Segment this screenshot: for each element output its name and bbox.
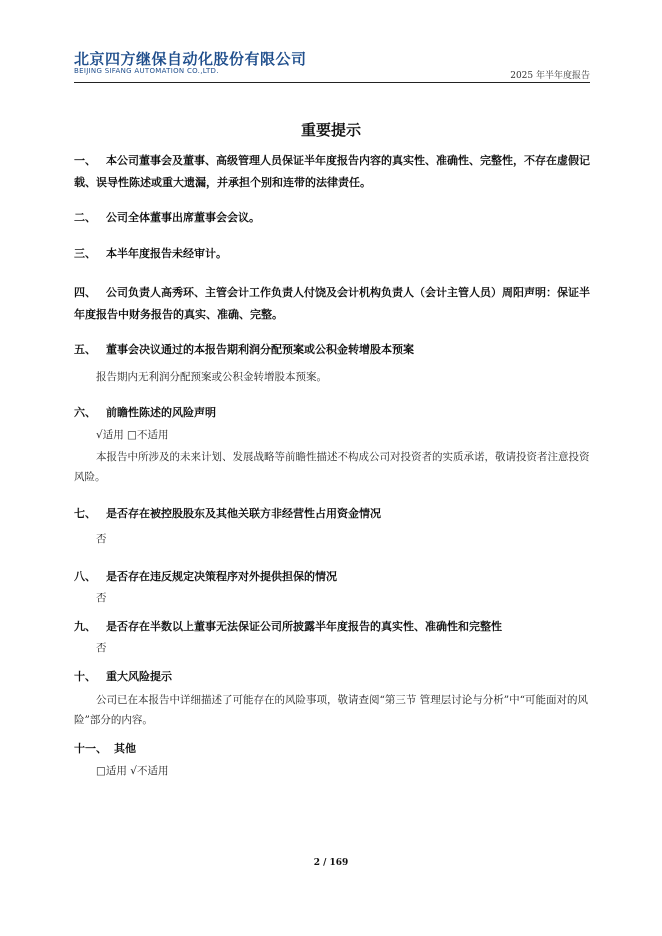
notice-item-8 [74, 566, 590, 588]
page-title: 重要提示 [300, 121, 361, 139]
item-text: 公司全体董事出席董事会会议。 [106, 211, 260, 224]
notice-item-4 [74, 282, 590, 326]
item-7-body: 否 [96, 533, 107, 545]
notice-item-3 [74, 243, 590, 265]
item-number: 十、 [74, 670, 96, 683]
company-logo-cn: 北京四方继保自动化股份有限公司 [74, 50, 307, 68]
header-divider [74, 82, 590, 83]
report-name: 2025 年半年度报告 [510, 71, 590, 81]
item-text: 其他 [114, 742, 136, 755]
item-number: 二、 [74, 211, 96, 224]
item-number: 四、 [74, 286, 96, 299]
item-number: 十一、 [74, 742, 107, 755]
item-number: 九、 [74, 620, 96, 633]
item-number: 三、 [74, 247, 96, 260]
company-logo-en: BEIJING SIFANG AUTOMATION CO.,LTD. [74, 67, 219, 75]
item-text: 是否存在被控股股东及其他关联方非经营性占用资金情况 [106, 507, 381, 520]
item-8-body: 否 [96, 592, 107, 604]
notice-item-9 [74, 616, 590, 638]
item-text: 是否存在半数以上董事无法保证公司所披露半年度报告的真实性、准确性和完整性 [106, 620, 502, 633]
notice-item-11 [74, 738, 590, 760]
item-text: 公司负责人高秀环、主管会计工作负责人付饶及会计机构负责人（会计主管人员）周阳声明：保证半年度报告中财务报告的真实、准确、完整。 [74, 286, 590, 321]
notice-item-10 [74, 666, 590, 688]
item-number: 六、 [74, 406, 96, 419]
notice-item-7 [74, 503, 590, 525]
item-text: 是否存在违反规定决策程序对外提供担保的情况 [106, 570, 337, 583]
item-number: 五、 [74, 343, 96, 356]
item-10-body: 公司已在本报告中详细描述了可能存在的风险事项，敬请查阅“第三节 管理层讨论与分析”中“可能面对的风险”部分的内容。 [74, 694, 588, 726]
item-number: 七、 [74, 507, 96, 520]
item-text: 重大风险提示 [106, 670, 172, 683]
item-6-body: 本报告中所涉及的未来计划、发展战略等前瞻性描述不构成公司对投资者的实质承诺，敬请投资者注意投资风险。 [74, 451, 590, 483]
notice-item-2 [74, 207, 590, 229]
item-text: 董事会决议通过的本报告期利润分配预案或公积金转增股本预案 [106, 343, 414, 356]
item-11-applicability: □适用 √不适用 [96, 765, 169, 777]
page-header [74, 48, 590, 82]
item-6-applicability: √适用 □不适用 [96, 429, 169, 441]
item-9-body: 否 [96, 642, 107, 654]
item-text: 前瞻性陈述的风险声明 [106, 406, 216, 419]
notice-item-1 [74, 150, 590, 194]
item-number: 八、 [74, 570, 96, 583]
item-text: 本公司董事会及董事、高级管理人员保证半年度报告内容的真实性、准确性、完整性，不存在虚假记载、误导性陈述或重大遗漏，并承担个别和连带的法律责任。 [74, 154, 590, 189]
item-5-body: 报告期内无利润分配预案或公积金转增股本预案。 [96, 371, 327, 383]
page-number: 2 / 169 [313, 858, 349, 868]
item-text: 本半年度报告未经审计。 [106, 247, 227, 260]
notice-item-5 [74, 339, 590, 361]
notice-item-6 [74, 402, 590, 424]
item-number: 一、 [74, 154, 96, 167]
